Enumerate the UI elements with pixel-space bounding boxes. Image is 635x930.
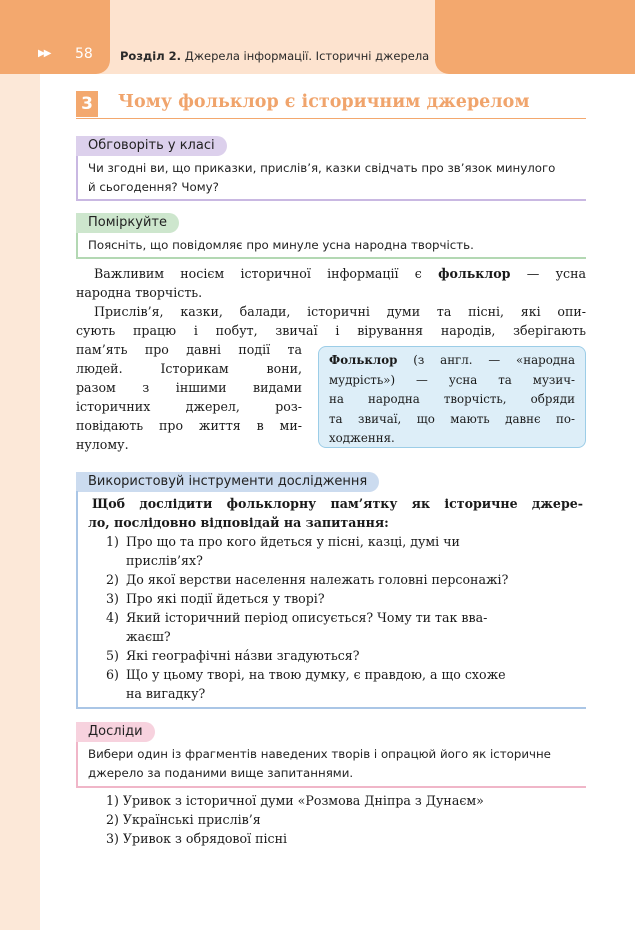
think-text: Поясніть, що повідомляє про минуле усна народна творчість. — [88, 238, 474, 252]
question-text-continued: прислів’ях? — [126, 553, 203, 568]
running-head — [120, 49, 429, 63]
question-number: 5) — [106, 648, 119, 663]
list-item: 3) Уривок з обрядової пісні — [106, 831, 288, 846]
discuss-body — [76, 156, 586, 201]
think-label: Поміркуйте — [76, 213, 179, 233]
research-box — [76, 720, 586, 788]
wrapped-paragraph — [76, 340, 302, 454]
header-tab-right — [435, 0, 635, 74]
question-text: Про які події йдеться у творі? — [126, 591, 325, 606]
sources-list — [106, 791, 484, 848]
paragraph-line: історичних джерел, роз- — [76, 399, 302, 414]
question-text: Про що та про кого йдеться у пісні, казці, думі чи — [126, 534, 460, 549]
think-body — [76, 233, 586, 259]
paragraph-line: Прислів’я, казки, балади, історичні думи та пісні, які опи- — [94, 304, 586, 319]
tools-intro-line: ло, послідовно відповідай на запитання: — [88, 515, 389, 530]
header-tab-left — [0, 0, 110, 74]
question-item — [88, 665, 583, 684]
question-text: Що у цьому творі, на твою думку, є правдою, а що схоже — [126, 667, 506, 682]
folklore-term: фольклор — [438, 266, 511, 281]
section-heading — [76, 91, 586, 119]
tools-intro-line: Щоб дослідити фольклорну пам’ятку як історичне джере- — [92, 496, 583, 511]
tools-label: Використовуй інструменти дослідження — [76, 472, 379, 492]
definition-line: та звичаї, що мають давнє по- — [329, 411, 575, 426]
question-list — [88, 532, 583, 703]
paragraph-line: пам’ять про давні події та — [76, 342, 302, 357]
think-box — [76, 211, 586, 259]
page-number: 58 — [75, 46, 93, 62]
paragraph-line: повідають про життя в ми- — [76, 418, 302, 433]
question-number: 4) — [106, 610, 119, 625]
paragraph-line: нулому. — [76, 437, 129, 452]
question-number: 6) — [106, 667, 119, 682]
discuss-label: Обговоріть у класі — [76, 136, 227, 156]
question-number: 2) — [106, 572, 119, 587]
chapter-title: Джерела інформації. Історичні джерела — [184, 49, 430, 63]
margin-strip — [0, 0, 40, 930]
section-title: Чому фольклор є історичним джерелом — [118, 92, 530, 112]
question-item — [88, 532, 583, 551]
question-item — [88, 589, 583, 608]
paragraph-line: народна творчість. — [76, 285, 203, 300]
question-text: До якої верстви населення належать головні персонажі? — [126, 572, 509, 587]
paragraph-line: разом з іншими видами — [76, 380, 302, 395]
research-body — [76, 742, 586, 788]
discuss-box — [76, 134, 586, 201]
discuss-line: Чи згодні ви, що приказки, прислів’я, казки свідчать про зв’язок минулого — [88, 161, 556, 175]
paragraph-line: людей. Історикам вони, — [76, 361, 302, 376]
tools-intro — [88, 494, 583, 532]
question-text: Які географічні нáзви згадуються? — [126, 648, 360, 663]
question-text-continued: жаєш? — [126, 629, 171, 644]
question-number: 3) — [106, 591, 119, 606]
question-number: 1) — [106, 534, 119, 549]
question-text-continued: на вигадку? — [126, 686, 206, 701]
intro-paragraph — [76, 264, 586, 340]
discuss-line: й сьогодення? Чому? — [88, 180, 219, 194]
question-item — [88, 646, 583, 665]
list-item: 2) Українські прислів’я — [106, 812, 261, 827]
paragraph-line: Важливим носієм історичної інформації є фольклор — усна — [94, 266, 586, 281]
question-item — [88, 570, 583, 589]
definition-term: Фольклор — [329, 353, 398, 367]
paragraph-line: сують працю і побут, звичаї і вірування народів, зберігають — [76, 323, 586, 338]
question-item — [88, 608, 583, 627]
chapter-label: Розділ 2. — [120, 49, 182, 63]
question-text: Який історичний період описується? Чому ти так вва- — [126, 610, 488, 625]
section-number: 3 — [76, 91, 98, 117]
list-item: 1) Уривок з історичної думи «Розмова Дніпра з Дунаєм» — [106, 793, 484, 808]
research-line: джерело за поданими вище запитаннями. — [88, 766, 354, 780]
definition-line: ходження. — [329, 431, 395, 445]
research-label: Досліди — [76, 722, 155, 742]
definition-line: Фольклор (з англ. — «народна — [329, 353, 575, 367]
definition-line: на народна творчість, обряди — [329, 392, 575, 406]
definition-box — [318, 346, 586, 448]
tools-box — [76, 470, 586, 492]
arrows-icon: ▶▶ — [38, 48, 50, 59]
research-line: Вибери один із фрагментів наведених творів і опрацюй його як історичне — [88, 747, 551, 761]
definition-line: мудрість») — усна та музич- — [329, 372, 575, 387]
